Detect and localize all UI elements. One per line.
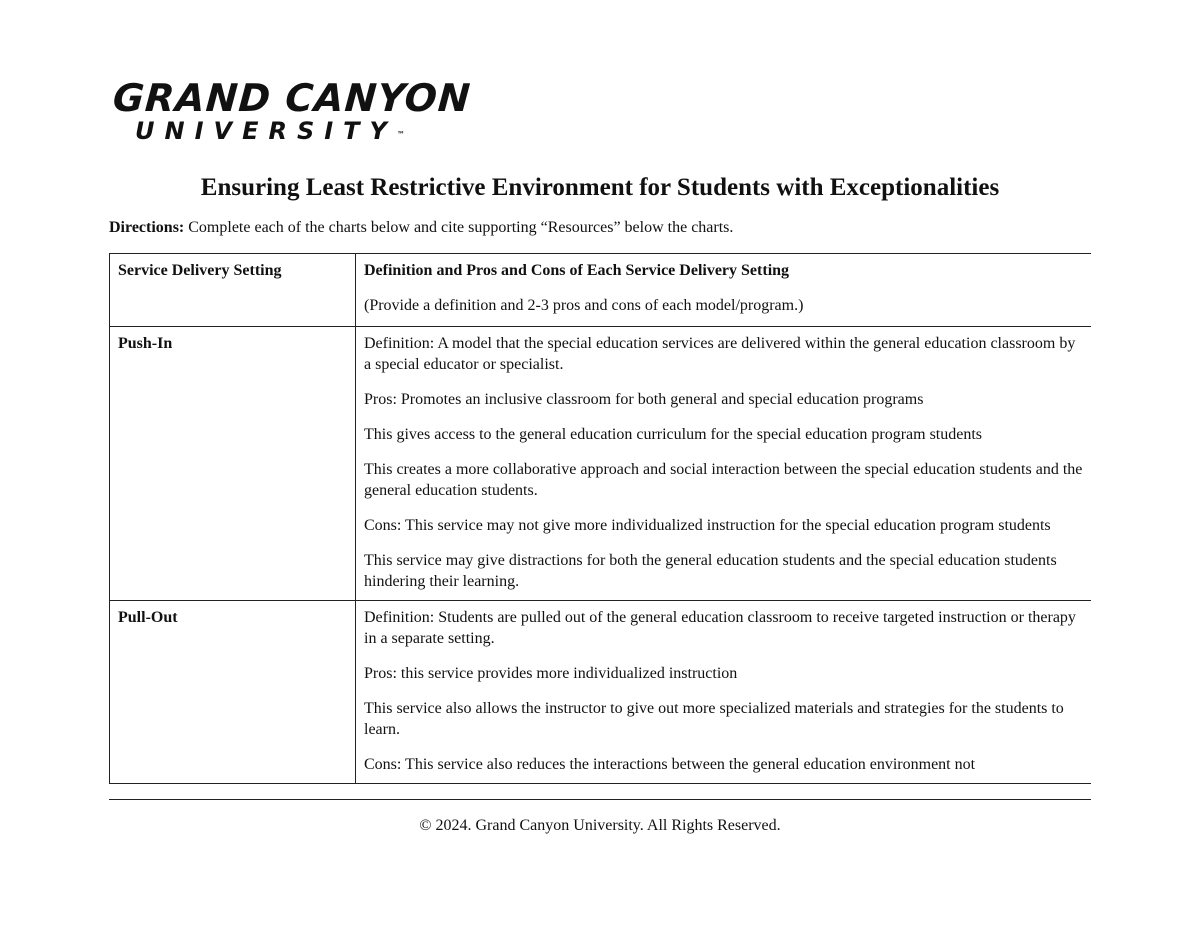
service-delivery-table-container bbox=[109, 253, 1091, 800]
header-setting-label: Service Delivery Setting bbox=[118, 262, 282, 279]
header-definition-cell bbox=[356, 254, 1092, 327]
push-in-con-1: Cons: This service may not give more individualized instruction for the special education program students bbox=[364, 517, 1051, 534]
table-row-push-in bbox=[110, 327, 1092, 601]
header-definition-note: (Provide a definition and 2-3 pros and cons of each model/program.) bbox=[364, 297, 804, 314]
push-in-pro-1: Pros: Promotes an inclusive classroom for both general and special education programs bbox=[364, 391, 924, 408]
logo-line-2 bbox=[135, 116, 405, 146]
setting-name: Push-In bbox=[118, 335, 173, 352]
push-in-definition: Definition: A model that the special education services are delivered within the general education classroom by a special educator or specialist. bbox=[364, 335, 1076, 373]
copyright-footer: © 2024. Grand Canyon University. All Rights Reserved. bbox=[419, 817, 781, 834]
pull-out-con-1: Cons: This service also reduces the interactions between the general education environment not bbox=[364, 756, 976, 773]
directions-label: Directions: bbox=[109, 219, 185, 236]
pull-out-pro-1: Pros: this service provides more individualized instruction bbox=[364, 665, 738, 682]
push-in-pro-3: This creates a more collaborative approach and social interaction between the special education students and the general education students. bbox=[364, 461, 1083, 499]
push-in-pro-2: This gives access to the general education curriculum for the special education program students bbox=[364, 426, 983, 443]
setting-cell bbox=[110, 327, 356, 601]
trademark-symbol: ™ bbox=[396, 130, 405, 139]
logo-line-1: GRAND CANYON bbox=[111, 76, 473, 120]
description-cell bbox=[356, 601, 1092, 784]
header-setting-cell bbox=[110, 254, 356, 327]
pull-out-definition: Definition: Students are pulled out of the general education classroom to receive targeted instruction or therapy in a separate setting. bbox=[364, 609, 1076, 647]
description-cell bbox=[356, 327, 1092, 601]
service-delivery-table bbox=[109, 253, 1091, 784]
directions-text: Complete each of the charts below and cite supporting “Resources” below the charts. bbox=[188, 219, 734, 236]
pull-out-pro-2: This service also allows the instructor to give out more specialized materials and strategies for the students to learn. bbox=[364, 700, 1064, 738]
table-header-row bbox=[110, 254, 1092, 327]
setting-cell bbox=[110, 601, 356, 784]
setting-name: Pull-Out bbox=[118, 609, 178, 626]
table-row-pull-out bbox=[110, 601, 1092, 784]
push-in-con-2: This service may give distractions for both the general education students and the special education students hindering their learning. bbox=[364, 552, 1057, 590]
header-definition-title: Definition and Pros and Cons of Each Service Delivery Setting bbox=[364, 262, 790, 279]
university-logo bbox=[111, 76, 473, 148]
document-title: Ensuring Least Restrictive Environment for Students with Exceptionalities bbox=[200, 174, 1000, 201]
directions bbox=[109, 218, 733, 238]
logo-line-2-text: UNIVERSITY bbox=[135, 117, 397, 145]
